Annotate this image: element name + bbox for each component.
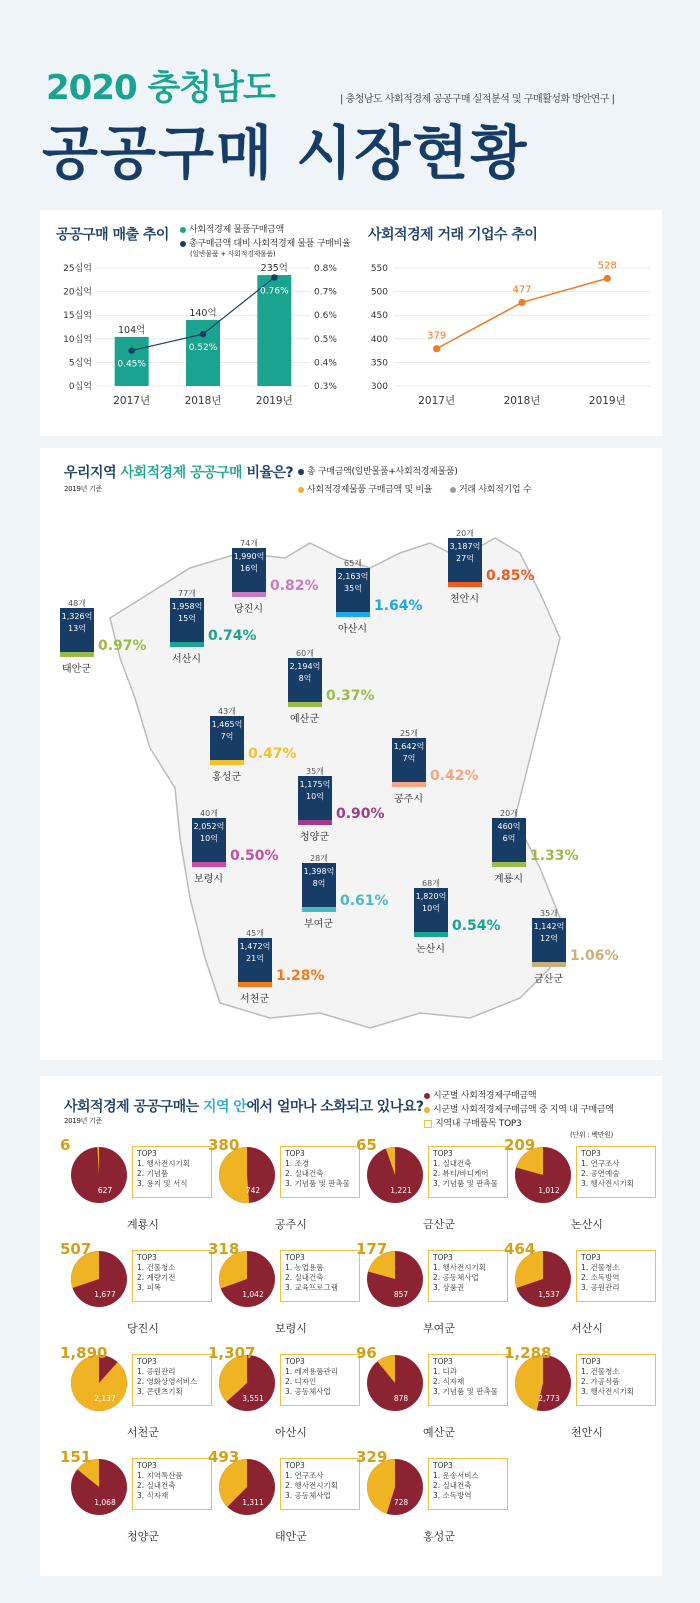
pie-local-label: 1,307 — [208, 1344, 256, 1362]
y2-tick-label: 0.8% — [314, 264, 337, 274]
top3-heading: TOP3 — [137, 1461, 157, 1470]
y-tick-label: 5십억 — [68, 358, 92, 369]
top3-item: 1. 디과 — [433, 1367, 458, 1376]
map-legend-count: 거래 사회적기업 수 — [450, 482, 531, 495]
pie-region-name: 홍성군 — [423, 1530, 455, 1543]
total-amount-box: 1,990억 16억 — [232, 548, 266, 592]
pie-local-label: 151 — [60, 1448, 92, 1466]
top3-box — [428, 1458, 508, 1510]
region-label: 서산시 — [172, 654, 201, 665]
local-consumption-note: 2019년 기준 — [64, 1117, 102, 1125]
pie-legend-total: 시군별 사회적경제구매금액 — [424, 1088, 536, 1101]
navy-dot-icon — [298, 469, 304, 475]
company-point — [518, 299, 525, 306]
ratio-point — [128, 347, 134, 353]
total-amount-box: 1,472억 21억 — [238, 938, 272, 982]
pie-local-label: 1,890 — [60, 1344, 108, 1362]
top3-box — [280, 1354, 360, 1406]
pie-total-label: 1,068 — [94, 1498, 116, 1507]
bar-value-label: 104억 — [118, 324, 146, 336]
sales-trend-title: 공공구매 매출 추이 — [56, 227, 169, 243]
gold-dot-icon — [424, 1107, 430, 1113]
se-ratio-bar — [448, 582, 482, 587]
top3-box — [132, 1354, 212, 1406]
se-ratio-bar — [302, 907, 336, 912]
pie-legend-local: 시군별 사회적경제구매금액 중 지역 내 구매금액 — [424, 1102, 614, 1115]
y2-tick-label: 0.3% — [314, 382, 337, 392]
top3-box — [428, 1250, 508, 1302]
y2-tick-label: 0.7% — [314, 287, 337, 298]
y-tick-label: 450 — [370, 311, 388, 322]
y-tick-label: 300 — [370, 382, 388, 392]
pie-total-label: 3,551 — [242, 1394, 264, 1403]
y-tick-label: 550 — [370, 264, 388, 274]
top3-item: 3. 공원관리 — [581, 1283, 620, 1292]
top3-box-icon — [424, 1120, 432, 1128]
top3-item: 2. 식자재 — [433, 1377, 465, 1386]
se-ratio-pct: 0.90% — [336, 806, 385, 822]
top3-item: 1. 건물청소 — [581, 1263, 620, 1272]
main-title: 공공구매 시장현황 — [42, 119, 529, 187]
top3-heading: TOP3 — [433, 1357, 453, 1366]
pie-region-name: 예산군 — [423, 1426, 455, 1439]
se-ratio-pct: 0.85% — [486, 568, 535, 584]
top3-box — [280, 1146, 360, 1198]
pie-local-label: 464 — [504, 1240, 536, 1258]
local-consumption-panel — [40, 1076, 662, 1576]
pie-local-label: 329 — [356, 1448, 388, 1466]
region-label: 논산시 — [416, 944, 445, 955]
region-label: 보령시 — [194, 874, 223, 885]
se-ratio-pct: 1.06% — [570, 948, 619, 964]
top3-item: 1. 실내건축 — [433, 1159, 472, 1168]
region-label: 공주시 — [394, 794, 423, 805]
top3-item: 1. 지역특산품 — [137, 1471, 183, 1480]
report-subtitle: | 충청남도 사회적경제 공공구매 실적분석 및 구매활성화 방안연구 | — [340, 94, 615, 105]
top3-item: 3. 공동체사업 — [285, 1387, 331, 1396]
x-tick-label: 2017년 — [418, 395, 456, 407]
top3-box — [576, 1354, 656, 1406]
map-region — [448, 528, 578, 618]
pie-region-name: 계룡시 — [127, 1218, 159, 1231]
region-label: 아산시 — [338, 624, 367, 635]
map-region — [238, 928, 368, 1018]
pie-local-label: 65 — [356, 1136, 377, 1154]
company-count: 65개 — [344, 559, 362, 568]
se-ratio-pct: 0.74% — [208, 628, 257, 644]
pie-region-name: 청양군 — [127, 1530, 159, 1543]
bar-value-label: 235억 — [260, 263, 288, 275]
gold-dot-icon — [298, 487, 304, 493]
se-ratio-pct: 0.37% — [326, 688, 375, 704]
top3-heading: TOP3 — [433, 1253, 453, 1262]
se-ratio-pct: 1.64% — [374, 598, 423, 614]
se-ratio-pct: 1.33% — [530, 848, 579, 864]
pie-cell — [60, 1136, 218, 1231]
pie-region-name: 공주시 — [275, 1218, 307, 1231]
top3-box — [280, 1250, 360, 1302]
top3-heading: TOP3 — [285, 1461, 305, 1470]
top3-item: 2. 실내건축 — [137, 1481, 176, 1490]
top3-item: 2. 소독방역 — [581, 1273, 620, 1282]
ratio-label: 0.45% — [117, 359, 146, 370]
top3-box — [132, 1146, 212, 1198]
pie-cell — [60, 1344, 218, 1439]
company-point — [433, 345, 440, 352]
navy-dot-icon — [180, 241, 186, 247]
top3-item: 3. 행사전시기획 — [581, 1179, 635, 1188]
pie-cell — [504, 1344, 662, 1439]
pie-local-label: 209 — [504, 1136, 536, 1154]
company-count: 77개 — [178, 589, 196, 598]
pie-local-label: 380 — [208, 1136, 240, 1154]
top3-item: 1. 농업용품 — [285, 1263, 324, 1272]
map-legend-total: 총 구매금액(일반물품+사회적경제물품) — [298, 464, 458, 477]
region-label: 태안군 — [62, 664, 91, 675]
company-count: 60개 — [296, 649, 314, 658]
map-region — [532, 908, 662, 998]
company-point — [604, 275, 611, 282]
sales-trend-chart — [40, 258, 350, 428]
top3-heading: TOP3 — [433, 1461, 453, 1470]
top3-item: 3. 콘텐츠기획 — [137, 1387, 183, 1396]
pie-cell — [208, 1240, 366, 1335]
region-label: 예산군 — [290, 714, 319, 725]
top3-item: 1. 운송서비스 — [433, 1471, 479, 1480]
pie-cell — [356, 1240, 514, 1335]
company-value-label: 477 — [512, 284, 532, 296]
total-amount-box: 1,326억 13억 — [60, 608, 94, 652]
se-ratio-bar — [238, 982, 272, 987]
pie-region-name: 서천군 — [127, 1426, 159, 1439]
map-region — [336, 558, 466, 648]
top3-box — [428, 1354, 508, 1406]
legend-bar: 사회적경제 물품구매금액 — [180, 222, 284, 235]
region-ratio-panel — [40, 448, 662, 1060]
ratio-point — [271, 274, 277, 280]
pie-local-label: 318 — [208, 1240, 240, 1258]
top3-item: 2. 실내건축 — [285, 1169, 324, 1178]
region-label: 금산군 — [534, 974, 563, 985]
top3-heading: TOP3 — [581, 1149, 601, 1158]
company-count: 43개 — [218, 707, 236, 716]
company-count: 40개 — [200, 809, 218, 818]
region-ratio-note: 2019년 기준 — [64, 485, 102, 493]
top3-item: 3. 공동체사업 — [285, 1491, 331, 1500]
pie-local-label: 1,288 — [504, 1344, 552, 1362]
se-ratio-pct: 0.82% — [270, 578, 319, 594]
top3-item: 1. 조경 — [285, 1159, 310, 1168]
bar-value-label: 140억 — [189, 307, 217, 319]
top3-item: 1. 연구조사 — [285, 1471, 324, 1480]
total-amount-box: 1,142억 12억 — [532, 918, 566, 962]
pie-total-label: 2,137 — [94, 1394, 116, 1403]
y-tick-label: 350 — [370, 358, 388, 369]
pie-region-name: 태안군 — [275, 1530, 307, 1543]
legend-line-note: (일반물품 + 사회적경제물품) — [190, 250, 276, 258]
ratio-label: 0.76% — [260, 286, 289, 297]
top3-item: 3. 상품권 — [433, 1283, 465, 1292]
total-amount-box: 3,187억 27억 — [448, 538, 482, 582]
se-ratio-bar — [492, 862, 526, 867]
company-count: 20개 — [500, 809, 518, 818]
company-count: 35개 — [540, 909, 558, 918]
top3-item: 2. 행사전시기획 — [285, 1481, 339, 1490]
top3-item: 3. 피복 — [137, 1283, 162, 1292]
pie-total-label: 1,221 — [390, 1186, 412, 1195]
company-value-label: 528 — [597, 260, 617, 272]
top3-heading: TOP3 — [433, 1149, 453, 1158]
total-amount-box: 460억 6억 — [492, 818, 526, 862]
top3-heading: TOP3 — [285, 1149, 305, 1158]
se-ratio-pct: 0.47% — [248, 746, 297, 762]
legend-line: 총구매금액 대비 사회적경제 물품 구매비율 — [180, 236, 350, 249]
total-amount-box: 1,820억 10억 — [414, 888, 448, 932]
x-tick-label: 2018년 — [184, 395, 222, 407]
pie-cell — [356, 1136, 514, 1231]
pie-local-label: 507 — [60, 1240, 92, 1258]
company-count: 35개 — [306, 767, 324, 776]
top3-box — [280, 1458, 360, 1510]
year-title: 2020 충청남도 — [46, 68, 275, 108]
ratio-point — [200, 331, 206, 337]
top3-item: 1. 연구조사 — [581, 1159, 620, 1168]
top3-box — [428, 1146, 508, 1198]
region-label: 청양군 — [300, 832, 329, 843]
total-amount-box: 2,194억 8억 — [288, 658, 322, 702]
pie-slice-local — [219, 1147, 249, 1203]
x-tick-label: 2017년 — [113, 395, 151, 407]
pie-chart — [68, 1144, 130, 1206]
pie-total-label: 857 — [393, 1290, 409, 1299]
map-legend-se: 사회적경제물품 구매금액 및 비율 — [298, 482, 432, 495]
pie-cell — [504, 1136, 662, 1231]
pie-local-label: 493 — [208, 1448, 240, 1466]
company-count: 45개 — [246, 929, 264, 938]
pie-total-label: 2,773 — [538, 1394, 560, 1403]
top3-item: 3. 기념품 및 판촉물 — [285, 1179, 351, 1188]
pie-cell — [60, 1448, 218, 1543]
top3-item: 3. 행사전시기획 — [581, 1387, 635, 1396]
pie-legend-top3: 지역내 구매품목 TOP3 — [424, 1116, 521, 1129]
top3-heading: TOP3 — [285, 1253, 305, 1262]
top3-item: 3. 용지 및 서식 — [137, 1179, 188, 1188]
company-trend-title: 사회적경제 거래 기업수 추이 — [368, 227, 538, 243]
se-ratio-bar — [170, 642, 204, 647]
top3-box — [132, 1250, 212, 1302]
pie-total-label: 1,042 — [242, 1290, 264, 1299]
top3-item: 2. 디자인 — [285, 1377, 317, 1386]
pie-region-name: 논산시 — [571, 1218, 603, 1231]
pie-cell — [208, 1344, 366, 1439]
region-label: 계룡시 — [494, 874, 523, 885]
local-consumption-title: 사회적경제 공공구매는 지역 안에서 얼마나 소화되고 있나요? — [64, 1099, 424, 1115]
region-label: 부여군 — [304, 919, 333, 930]
top3-heading: TOP3 — [137, 1357, 157, 1366]
gray-dot-icon — [450, 487, 456, 493]
pie-region-name: 부여군 — [423, 1322, 455, 1335]
top3-heading: TOP3 — [285, 1357, 305, 1366]
pie-total-label: 742 — [245, 1186, 261, 1195]
y-tick-label: 10십억 — [63, 334, 92, 345]
total-amount-box: 1,958억 15억 — [170, 598, 204, 642]
se-ratio-pct: 1.28% — [276, 968, 325, 984]
top3-heading: TOP3 — [137, 1253, 157, 1262]
total-amount-box: 1,642억 7억 — [392, 738, 426, 782]
y-tick-label: 25십억 — [63, 264, 92, 274]
region-label: 홍성군 — [212, 772, 241, 783]
se-ratio-pct: 0.61% — [340, 893, 389, 909]
x-tick-label: 2019년 — [255, 395, 293, 407]
top3-item: 2. 기념품 — [137, 1169, 169, 1178]
top3-item: 3. 기념품 및 판촉물 — [433, 1387, 499, 1396]
total-amount-box: 1,175억 10억 — [298, 776, 332, 820]
top3-heading: TOP3 — [581, 1253, 601, 1262]
company-trend-chart — [350, 258, 650, 428]
pie-cell — [60, 1240, 218, 1335]
y2-tick-label: 0.6% — [314, 311, 337, 322]
top3-item: 1. 행사전시기획 — [137, 1159, 191, 1168]
pie-local-label: 6 — [60, 1136, 71, 1154]
pie-total-label: 1,537 — [538, 1290, 560, 1299]
pie-total-label: 878 — [393, 1394, 409, 1403]
y-tick-label: 20십억 — [63, 287, 92, 298]
top3-item: 3. 소독방역 — [433, 1491, 472, 1500]
pie-region-name: 아산시 — [275, 1426, 307, 1439]
trend-panel — [40, 210, 662, 436]
pie-region-name: 당진시 — [127, 1322, 159, 1335]
x-tick-label: 2019년 — [588, 395, 626, 407]
company-count: 74개 — [240, 539, 258, 548]
teal-dot-icon — [180, 227, 186, 233]
y-tick-label: 500 — [370, 287, 388, 298]
pie-cell — [208, 1448, 366, 1543]
total-amount-box: 2,163억 35억 — [336, 568, 370, 612]
pie-cell — [504, 1240, 662, 1335]
top3-item: 2. 계량기전 — [137, 1273, 176, 1282]
region-ratio-title: 우리지역 사회적경제 공공구매 비율은? — [64, 465, 294, 481]
se-ratio-bar — [414, 932, 448, 937]
total-amount-box: 1,398억 8억 — [302, 863, 336, 907]
top3-item: 3. 교육프로그램 — [285, 1283, 339, 1292]
total-amount-box: 1,465억 7억 — [210, 716, 244, 760]
se-ratio-bar — [532, 962, 566, 967]
region-label: 서천군 — [240, 994, 269, 1005]
pie-cell — [356, 1448, 514, 1543]
top3-box — [132, 1458, 212, 1510]
pie-total-label: 1,677 — [94, 1290, 116, 1299]
unit-label: (단위 : 백만원) — [570, 1131, 614, 1139]
company-count: 68개 — [422, 879, 440, 888]
pie-total-label: 728 — [393, 1498, 409, 1507]
y2-tick-label: 0.4% — [314, 358, 337, 369]
pie-region-name: 금산군 — [423, 1218, 455, 1231]
se-ratio-bar — [192, 862, 226, 867]
company-value-label: 379 — [427, 330, 447, 342]
region-label: 천안시 — [450, 594, 479, 605]
y-tick-label: 15십억 — [63, 311, 92, 322]
company-count: 28개 — [310, 854, 328, 863]
top3-box — [576, 1250, 656, 1302]
se-ratio-bar — [232, 592, 266, 597]
top3-box — [576, 1146, 656, 1198]
pie-region-name: 천안시 — [571, 1426, 603, 1439]
se-ratio-pct: 0.42% — [430, 768, 479, 784]
pie-region-name: 보령시 — [275, 1322, 307, 1335]
top3-item: 2. 공동체사업 — [433, 1273, 479, 1282]
company-count: 20개 — [456, 529, 474, 538]
y-tick-label: 0십억 — [68, 382, 92, 392]
pie-cell — [356, 1344, 514, 1439]
se-ratio-pct: 0.50% — [230, 848, 279, 864]
se-ratio-pct: 0.54% — [452, 918, 501, 934]
top3-item: 1. 건물청소 — [137, 1263, 176, 1272]
se-ratio-bar — [336, 612, 370, 617]
maroon-dot-icon — [424, 1093, 430, 1099]
top3-item: 2. 뷰티/바디케어 — [433, 1169, 489, 1178]
top3-item: 2. 실내건축 — [285, 1273, 324, 1282]
pie-total-label: 627 — [97, 1186, 113, 1195]
top3-item: 2. 실내건축 — [433, 1481, 472, 1490]
top3-item: 3. 식자재 — [137, 1491, 169, 1500]
top3-item: 2. 영화상영서비스 — [137, 1377, 198, 1386]
top3-item: 1. 건물청소 — [581, 1367, 620, 1376]
pie-local-label: 177 — [356, 1240, 388, 1258]
pie-region-name: 서산시 — [571, 1322, 603, 1335]
top3-item: 2. 공연예술 — [581, 1169, 620, 1178]
y2-tick-label: 0.5% — [314, 334, 337, 345]
se-ratio-pct: 0.97% — [98, 638, 147, 654]
top3-heading: TOP3 — [581, 1357, 601, 1366]
top3-item: 1. 레저용품관리 — [285, 1367, 339, 1376]
company-count: 25개 — [400, 729, 418, 738]
map-region — [414, 878, 544, 968]
top3-item: 3. 기념품 및 판촉물 — [433, 1179, 499, 1188]
region-label: 당진시 — [234, 604, 263, 615]
pie-cell — [208, 1136, 366, 1231]
company-count: 48개 — [68, 599, 86, 608]
pie-local-label: 96 — [356, 1344, 377, 1362]
top3-item: 1. 공원관리 — [137, 1367, 176, 1376]
se-ratio-bar — [210, 760, 244, 765]
pie-total-label: 1,012 — [538, 1186, 560, 1195]
top3-item: 1. 행사전시기획 — [433, 1263, 487, 1272]
total-amount-box: 2,052억 10억 — [192, 818, 226, 862]
top3-heading: TOP3 — [137, 1149, 157, 1158]
y-tick-label: 400 — [370, 334, 388, 345]
top3-item: 2. 가공식품 — [581, 1377, 620, 1386]
pie-total-label: 1,311 — [242, 1498, 264, 1507]
se-ratio-bar — [60, 652, 94, 657]
x-tick-label: 2018년 — [503, 395, 541, 407]
ratio-label: 0.52% — [188, 343, 218, 354]
